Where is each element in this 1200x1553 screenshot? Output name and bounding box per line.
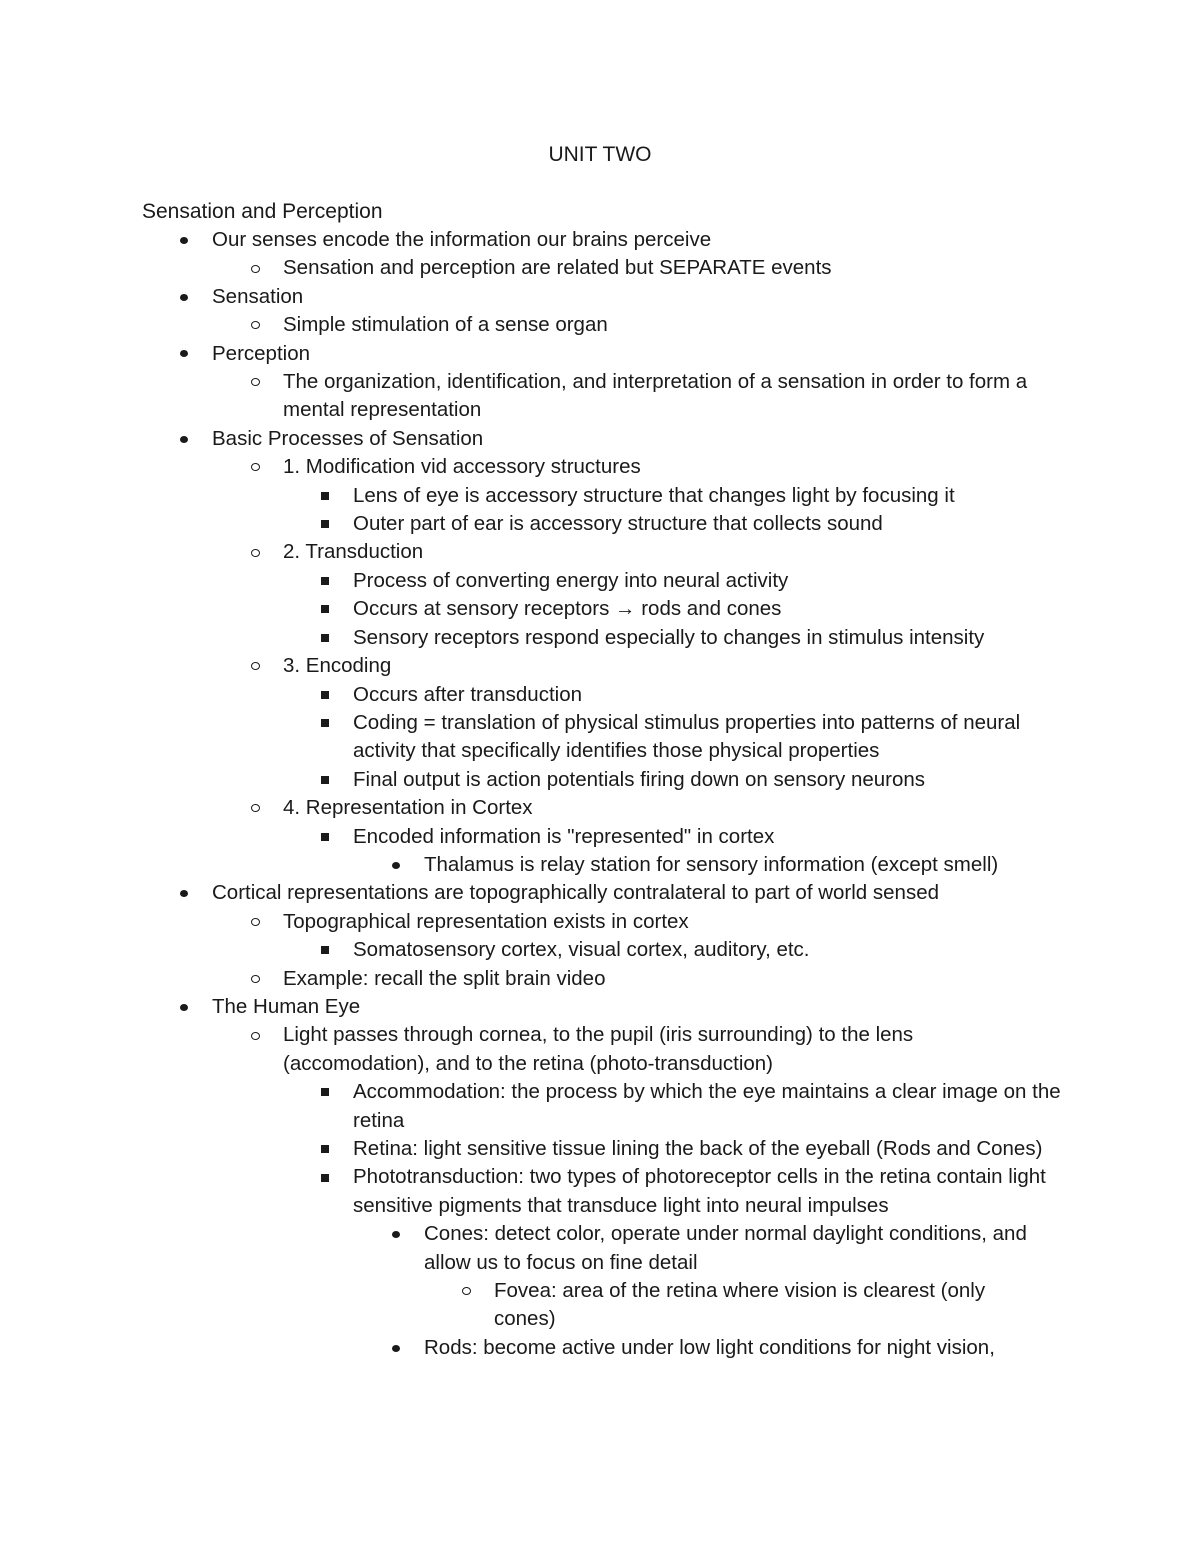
list-item xyxy=(0,709,1063,766)
list-item xyxy=(0,1135,1063,1163)
bullet-icon xyxy=(247,311,263,339)
list-item xyxy=(0,226,1062,254)
bullet-icon xyxy=(317,595,333,623)
document-title: UNIT TWO xyxy=(548,143,652,166)
list-item-text: Sensory receptors respond especially to changes in stimulus intensity xyxy=(353,625,985,649)
bullet-icon xyxy=(388,1334,404,1362)
bullet-icon xyxy=(247,368,263,396)
list-item-text: Occurs at sensory receptors → rods and cones xyxy=(353,597,782,621)
list-item xyxy=(0,624,1063,652)
list-item-text: Lens of eye is accessory structure that changes light by focusing it xyxy=(353,483,955,507)
bullet-icon xyxy=(176,226,192,254)
bullet-icon xyxy=(317,1163,333,1191)
list-item-text: Final output is action potentials firing down on sensory neurons xyxy=(353,767,926,791)
bullet-icon xyxy=(247,965,263,993)
list-item xyxy=(0,340,1062,368)
list-item-text: Phototransduction: two types of photoreceptor cells in the retina contain light sensitive pigments that transduce light into neural impulses xyxy=(353,1165,1046,1217)
bullet-icon xyxy=(317,1135,333,1163)
list-item xyxy=(0,1334,1064,1362)
list-item xyxy=(0,1277,1019,1334)
list-item-text: The organization, identification, and interpretation of a sensation in order to form a mental representation xyxy=(283,370,1028,422)
bullet-icon xyxy=(317,681,333,709)
list-item-text: Thalamus is relay station for sensory information (except smell) xyxy=(424,852,999,876)
list-item-text: 1. Modification vid accessory structures xyxy=(283,455,641,479)
list-item xyxy=(0,368,1063,425)
bullet-icon xyxy=(176,879,192,907)
bullet-icon xyxy=(317,823,333,851)
list-item xyxy=(0,595,1063,623)
list-item-text: Rods: become active under low light conditions for night vision, xyxy=(424,1335,995,1359)
list-item xyxy=(0,510,1063,538)
list-item xyxy=(0,283,1062,311)
list-item xyxy=(0,311,1063,339)
list-item xyxy=(0,652,1063,680)
list-item-text: Retina: light sensitive tissue lining the back of the eyeball (Rods and Cones) xyxy=(353,1137,1043,1160)
list-item-text: Simple stimulation of a sense organ xyxy=(283,313,608,337)
bullet-icon xyxy=(247,254,263,282)
list-item-text: Cones: detect color, operate under normal daylight conditions, and allow us to focus on fine detail xyxy=(424,1222,1027,1274)
list-item-text: Occurs after transduction xyxy=(353,682,583,706)
list-item xyxy=(0,681,1063,709)
list-item-text: Encoded information is "represented" in cortex xyxy=(353,824,775,848)
list-item-text: 3. Encoding xyxy=(283,654,392,678)
list-item-text: Cortical representations are topographically contralateral to part of world sensed xyxy=(212,881,939,905)
list-item-text: Light passes through cornea, to the pupil (iris surrounding) to the lens (accomodation), and to the retina (photo-transduction) xyxy=(283,1023,914,1075)
list-item xyxy=(0,993,1062,1021)
section-heading: Sensation and Perception xyxy=(142,200,383,223)
list-item xyxy=(0,908,1063,936)
list-item-text: Sensation and perception are related but SEPARATE events xyxy=(283,256,832,280)
bullet-icon xyxy=(458,1277,474,1305)
bullet-icon xyxy=(388,1220,404,1248)
list-item xyxy=(0,538,1063,566)
list-item xyxy=(0,965,1063,993)
list-item xyxy=(0,936,1063,964)
list-item-text: Our senses encode the information our brains perceive xyxy=(212,228,712,251)
list-item-text: Process of converting energy into neural activity xyxy=(353,568,789,592)
list-item xyxy=(0,254,1063,282)
bullet-icon xyxy=(317,766,333,794)
bullet-icon xyxy=(176,993,192,1021)
bullet-icon xyxy=(317,709,333,737)
bullet-icon xyxy=(247,908,263,936)
bullet-icon xyxy=(247,453,263,481)
list-item-text: Sensation xyxy=(212,284,304,308)
bullet-icon xyxy=(317,567,333,595)
bullet-icon xyxy=(317,482,333,510)
bullet-icon xyxy=(176,283,192,311)
list-item-text: The Human Eye xyxy=(212,994,361,1018)
list-item-text: Outer part of ear is accessory structure that collects sound xyxy=(353,512,883,536)
bullet-icon xyxy=(176,340,192,368)
bullet-icon xyxy=(247,652,263,680)
list-item xyxy=(0,766,1063,794)
list-item-text: 4. Representation in Cortex xyxy=(283,796,533,820)
list-item-text: Perception xyxy=(212,341,311,365)
list-item xyxy=(0,482,1063,510)
outline-list xyxy=(0,226,1200,1362)
list-item xyxy=(0,1163,1063,1220)
list-item-text: Accommodation: the process by which the eye maintains a clear image on the retina xyxy=(353,1080,1061,1132)
list-item-text: 2. Transduction xyxy=(283,540,424,564)
list-item-text: Basic Processes of Sensation xyxy=(212,426,484,450)
bullet-icon xyxy=(317,1078,333,1106)
bullet-icon xyxy=(317,624,333,652)
list-item-text: Coding = translation of physical stimulus properties into patterns of neural activity that specifically identifies those physical properties xyxy=(353,710,1021,763)
list-item xyxy=(0,1021,1063,1078)
list-item-text: Somatosensory cortex, visual cortex, auditory, etc. xyxy=(353,938,810,962)
list-item xyxy=(0,453,1063,481)
list-item xyxy=(0,1078,1063,1135)
bullet-icon xyxy=(247,794,263,822)
list-item xyxy=(0,567,1063,595)
list-item-text: Example: recall the split brain video xyxy=(283,966,606,990)
list-item xyxy=(0,851,1064,879)
bullet-icon xyxy=(317,510,333,538)
bullet-icon xyxy=(317,936,333,964)
bullet-icon xyxy=(176,425,192,453)
list-item xyxy=(0,1220,1064,1277)
bullet-icon xyxy=(247,1021,263,1049)
bullet-icon xyxy=(388,851,404,879)
list-item xyxy=(0,879,1062,907)
list-item-text: Fovea: area of the retina where vision is clearest (only cones) xyxy=(494,1279,986,1331)
list-item xyxy=(0,794,1063,822)
bullet-icon xyxy=(247,538,263,566)
list-item xyxy=(0,823,1063,851)
list-item-text: Topographical representation exists in cortex xyxy=(283,909,689,933)
list-item xyxy=(0,425,1062,453)
